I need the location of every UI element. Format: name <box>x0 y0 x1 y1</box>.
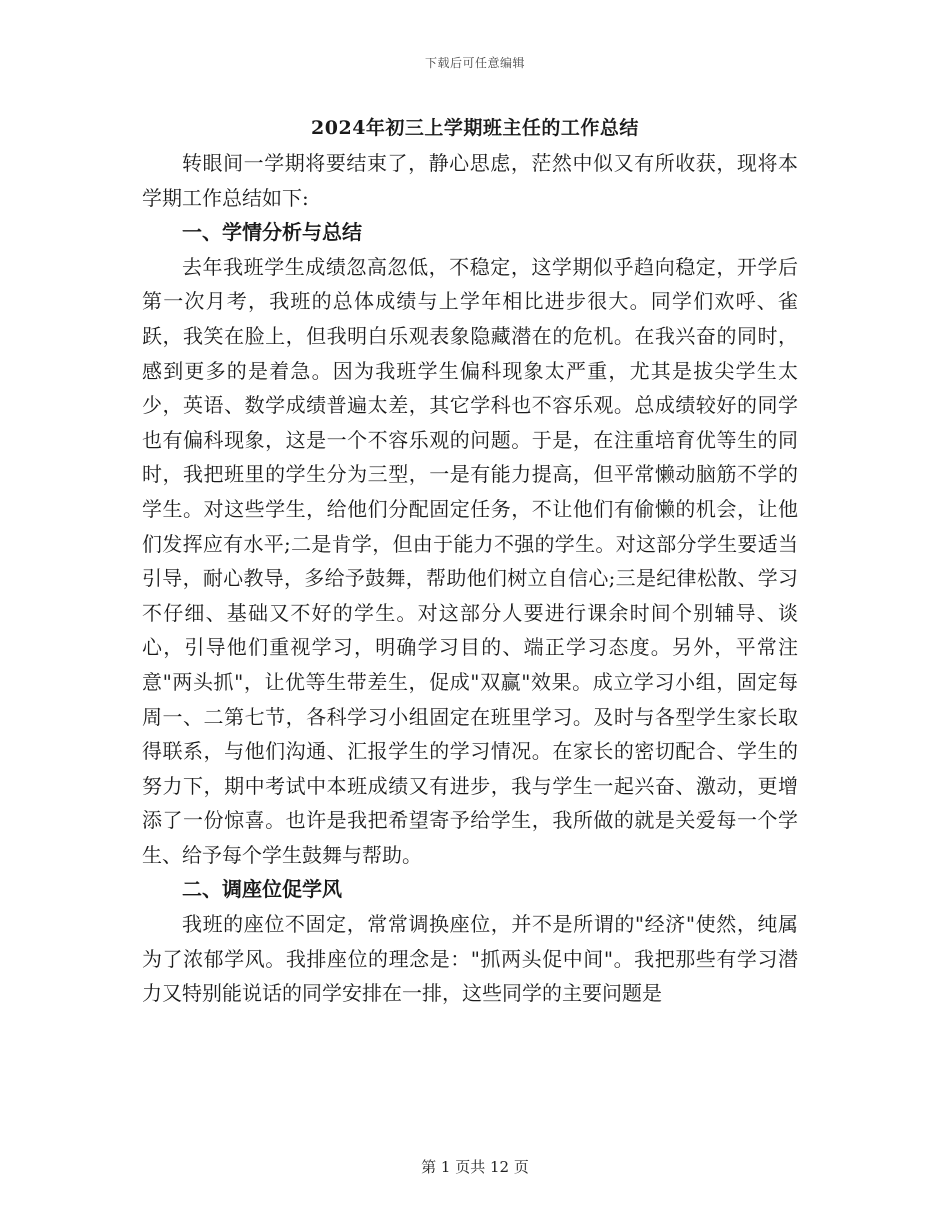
section-2-heading: 二、调座位促学风 <box>182 877 342 902</box>
section-2-paragraph: 我班的座位不固定，常常调换座位，并不是所谓的"经济"使然，纯属为了浓郁学风。我排座位的理念是："抓两头促中间"。我把那些有学习潜力又特别能说话的同学安排在一排，这些同学的主要问题是 <box>142 912 798 1006</box>
page-number-footer: 第 1 页共 12 页 <box>421 1158 529 1176</box>
document-body <box>142 146 798 1011</box>
section-1-paragraph: 去年我班学生成绩忽高忽低，不稳定，这学期似乎趋向稳定，开学后第一次月考，我班的总体成绩与上学年相比进步很大。同学们欢呼、雀跃，我笑在脸上，但我明白乐观表象隐藏潜在的危机。在我兴奋的同时，感到更多的是着急。因为我班学生偏科现象太严重，尤其是拔尖学生太少，英语、数学成绩普遍太差，其它学科也不容乐观。总成绩较好的同学也有偏科现象，这是一个不容乐观的问题。于是，在注重培育优等生的同时，我把班里的学生分为三型，一是有能力提高，但平常懒动脑筋不学的学生。对这些学生，给他们分配固定任务，不让他们有偷懒的机会，让他们发挥应有水平;二是肯学，但由于能力不强的学生。对这部分学生要适当引导，耐心教导，多给予鼓舞，帮助他们树立自信心;三是纪律松散、学习不仔细、基础又不好的学生。对这部分人要进行课余时间个别辅导、谈心，引导他们重视学习，明确学习目的、端正学习态度。另外，平常注意"两头抓"，让优等生带差生，促成"双赢"效果。成立学习小组，固定每周一、二第七节，各科学习小组固定在班里学习。及时与各型学生家长取得联系，与他们沟通、汇报学生的学习情况。在家长的密切配合、学生的努力下，期中考试中本班成绩又有进步，我与学生一起兴奋、激动，更增添了一份惊喜。也许是我把希望寄予给学生，我所做的就是关爱每一个学生、给予每个学生鼓舞与帮助。 <box>142 254 798 867</box>
intro-paragraph: 转眼间一学期将要结束了，静心思虑，茫然中似又有所收获，现将本学期工作总结如下: <box>142 151 798 210</box>
section-1-heading: 一、学情分析与总结 <box>182 220 362 245</box>
header-note: 下载后可任意编辑 <box>424 56 525 70</box>
document-title: 2024年初三上学期班主任的工作总结 <box>311 117 639 139</box>
